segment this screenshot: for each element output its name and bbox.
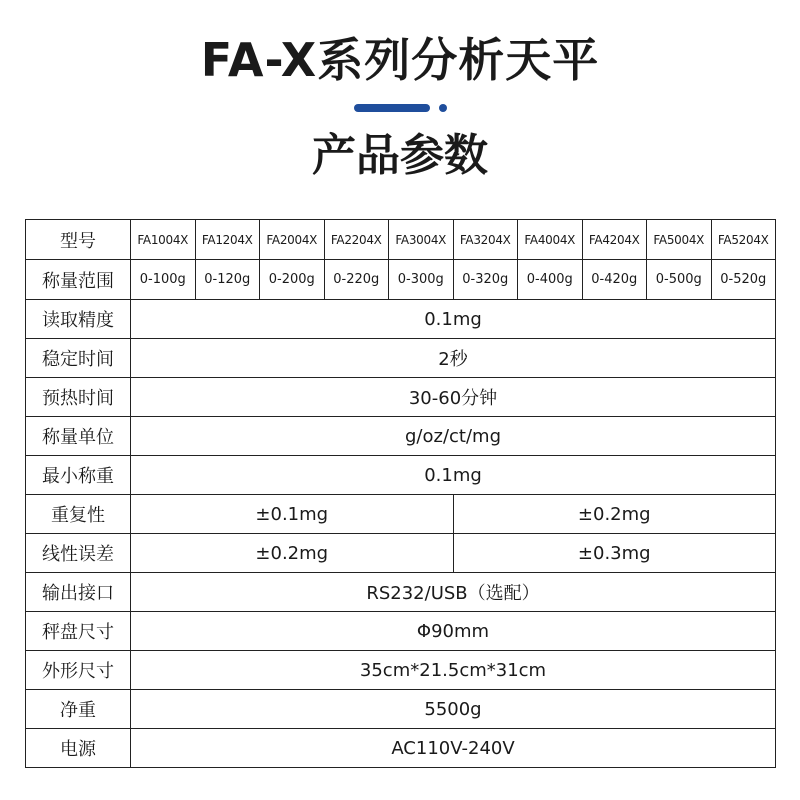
value-cell: RS232/USB（选配）: [131, 573, 776, 612]
table-row-repeatability: [26, 495, 776, 534]
spec-table: [25, 219, 776, 768]
value-cell: AC110V-240V: [131, 729, 776, 768]
table-row-linearity: [26, 534, 776, 573]
range-cell: 0-420g: [582, 260, 647, 300]
table-row-warmup: [26, 378, 776, 417]
model-cell: FA2004X: [260, 220, 325, 260]
value-cell: Φ90mm: [131, 612, 776, 651]
table-row-min-weight: [26, 456, 776, 495]
table-row-power: [26, 729, 776, 768]
model-cell: FA1204X: [195, 220, 260, 260]
row-label: 称量范围: [26, 260, 131, 300]
range-cell: 0-100g: [131, 260, 196, 300]
range-cell: 0-220g: [324, 260, 389, 300]
page-title: FA-X系列分析天平: [200, 33, 600, 87]
value-cell-b: ±0.3mg: [453, 534, 776, 573]
range-cell: 0-320g: [453, 260, 518, 300]
table-row-dimensions: [26, 651, 776, 690]
row-label: 重复性: [26, 495, 131, 534]
model-cell: FA5204X: [711, 220, 776, 260]
table-row-interface: [26, 573, 776, 612]
model-cell: FA5004X: [647, 220, 712, 260]
model-cell: FA4204X: [582, 220, 647, 260]
row-label: 最小称重: [26, 456, 131, 495]
table-row-pan-size: [26, 612, 776, 651]
model-cell: FA2204X: [324, 220, 389, 260]
range-cell: 0-200g: [260, 260, 325, 300]
row-label: 净重: [26, 690, 131, 729]
row-label: 读取精度: [26, 300, 131, 339]
row-label: 外形尺寸: [26, 651, 131, 690]
range-cell: 0-400g: [518, 260, 583, 300]
range-cell: 0-120g: [195, 260, 260, 300]
value-cell-a: ±0.1mg: [131, 495, 454, 534]
value-cell: 5500g: [131, 690, 776, 729]
row-label: 秤盘尺寸: [26, 612, 131, 651]
table-row-units: [26, 417, 776, 456]
row-label: 输出接口: [26, 573, 131, 612]
row-label: 预热时间: [26, 378, 131, 417]
model-cell: FA1004X: [131, 220, 196, 260]
row-label: 型号: [26, 220, 131, 260]
row-label: 线性误差: [26, 534, 131, 573]
value-cell: g/oz/ct/mg: [131, 417, 776, 456]
table-row-readability: [26, 300, 776, 339]
table-row-net-weight: [26, 690, 776, 729]
range-cell: 0-500g: [647, 260, 712, 300]
range-cell: 0-300g: [389, 260, 454, 300]
table-row-model: [26, 220, 776, 260]
row-label: 电源: [26, 729, 131, 768]
title-divider-dot: [439, 104, 447, 112]
value-cell-b: ±0.2mg: [453, 495, 776, 534]
row-label: 稳定时间: [26, 339, 131, 378]
table-row-stabilization: [26, 339, 776, 378]
model-cell: FA4004X: [518, 220, 583, 260]
value-cell: 0.1mg: [131, 456, 776, 495]
row-label: 称量单位: [26, 417, 131, 456]
value-cell: 0.1mg: [131, 300, 776, 339]
table-row-range: [26, 260, 776, 300]
value-cell: 30-60分钟: [131, 378, 776, 417]
value-cell: 2秒: [131, 339, 776, 378]
page-subtitle: 产品参数: [312, 130, 488, 181]
range-cell: 0-520g: [711, 260, 776, 300]
model-cell: FA3204X: [453, 220, 518, 260]
title-divider-bar: [354, 104, 430, 112]
model-cell: FA3004X: [389, 220, 454, 260]
value-cell-a: ±0.2mg: [131, 534, 454, 573]
value-cell: 35cm*21.5cm*31cm: [131, 651, 776, 690]
